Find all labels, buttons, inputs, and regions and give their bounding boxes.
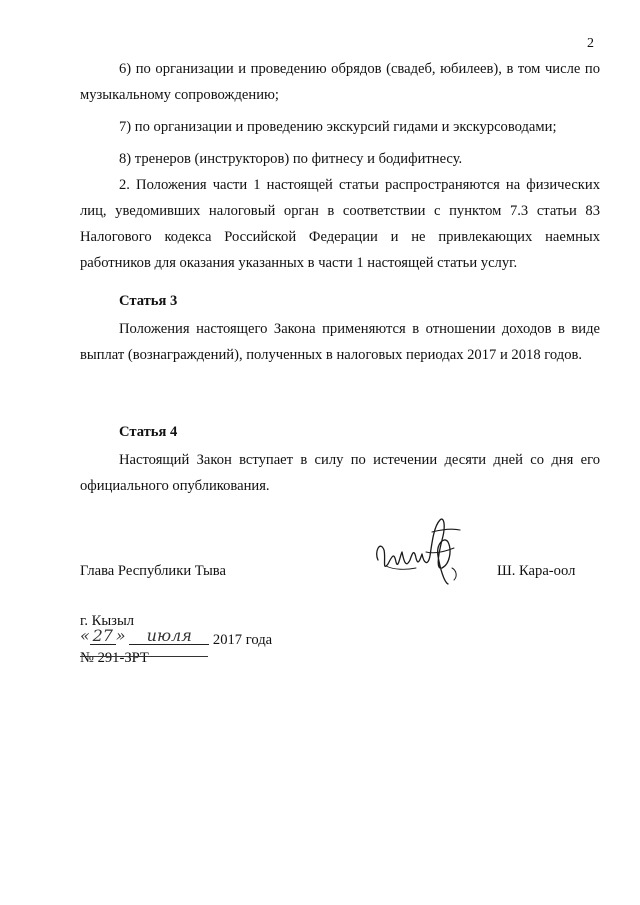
article-4-body xyxy=(80,447,600,499)
list-item-8: 8) тренеров (инструкторов) по фитнесу и бодифитнесу. xyxy=(119,151,463,167)
signer-title: Глава Республики Тыва xyxy=(80,563,226,579)
number-underline xyxy=(80,656,208,657)
date-month: июля xyxy=(129,628,209,645)
date-open-quote: « xyxy=(80,626,90,645)
law-number: № 291-ЗРТ xyxy=(80,650,149,666)
city: г. Кызыл xyxy=(80,613,135,629)
signer-name: Ш. Кара-оол xyxy=(497,563,576,579)
date-year: 2017 года xyxy=(212,632,273,648)
handwritten-signature xyxy=(370,512,470,597)
page-number: 2 xyxy=(587,36,594,51)
article-4-text: Настоящий Закон вступает в силу по истечении десяти дней со дня его официального опубликования. xyxy=(80,452,600,494)
footer-block xyxy=(80,612,272,667)
list-item-6: 6) по организации и проведению обрядов (свадеб, юбилеев), в том числе по музыкальному сопровождению; xyxy=(80,61,600,103)
article-3-text: Положения настоящего Закона применяются в отношении доходов в виде выплат (вознаграждений), полученных в налоговых периодах 2017 и 2018 годов. xyxy=(80,321,600,363)
article-3-body xyxy=(80,316,600,368)
article-3-heading: Статья 3 xyxy=(119,293,178,309)
paragraph-part-2: 2. Положения части 1 настоящей статьи распространяются на физических лиц, уведомивших налоговый орган в соответствии с пунктом 7.3 статьи 83 Налогового кодекса Российской Федерации и не привлекающих наемных работников для оказания указанных в части 1 настоящей статьи услуг. xyxy=(80,177,600,271)
list-item-7: 7) по организации и проведению экскурсий гидами и экскурсоводами; xyxy=(119,119,557,135)
article-4-heading: Статья 4 xyxy=(119,424,178,440)
date-row xyxy=(80,626,273,649)
list-section xyxy=(80,56,600,276)
date-day: 27 xyxy=(90,628,116,645)
date-close-quote: » xyxy=(115,626,126,645)
